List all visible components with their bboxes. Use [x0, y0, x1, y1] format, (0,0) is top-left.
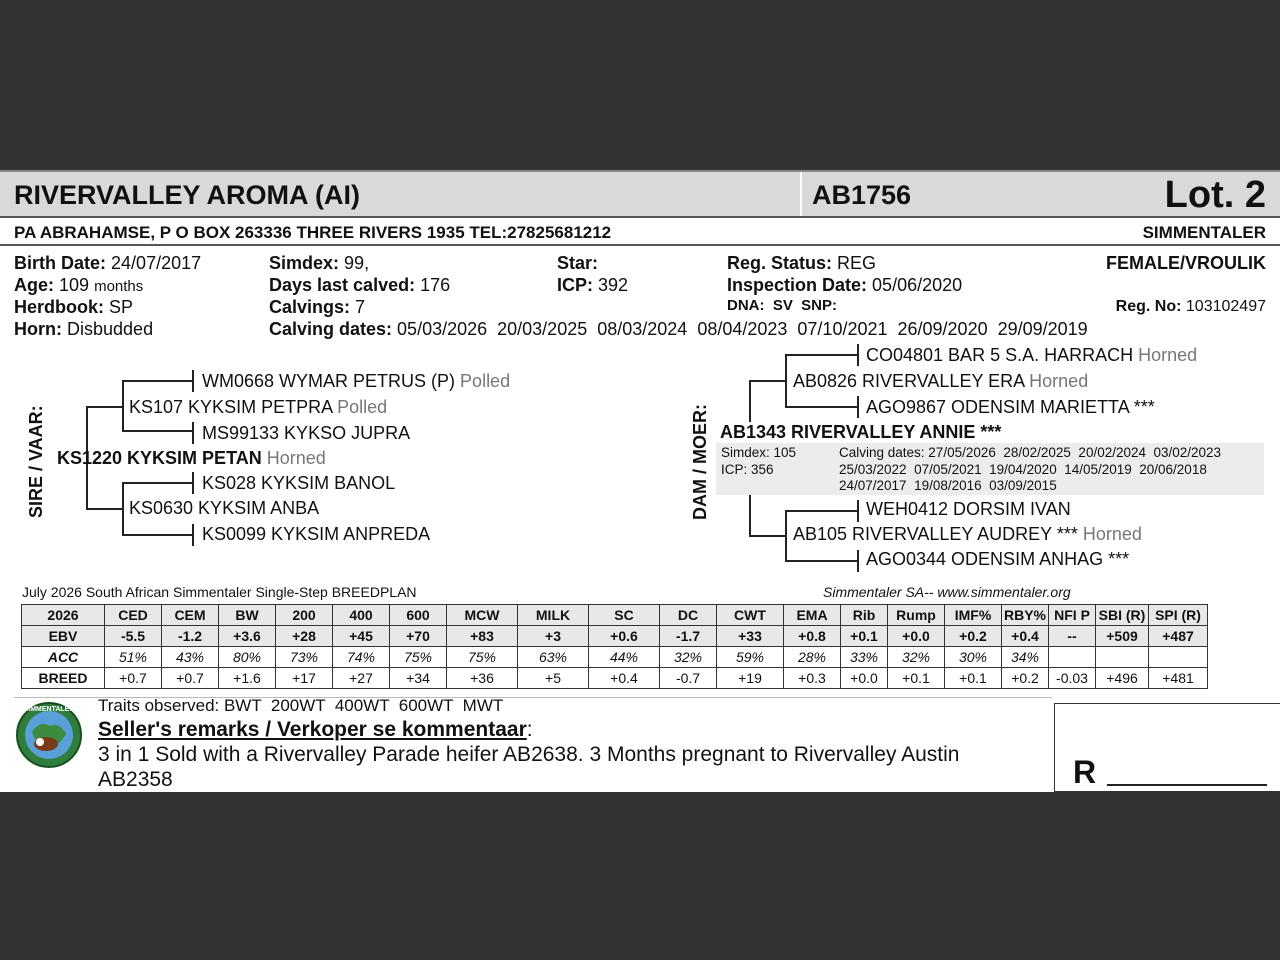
- ebv-accuracy-cell: [1149, 647, 1208, 668]
- sds-tick: [192, 472, 194, 494]
- sire-bracket-bottom: [86, 508, 124, 510]
- simdex: Simdex: 99,: [269, 253, 370, 273]
- ebv-accuracy-cell: 73%: [276, 647, 333, 668]
- dam-calving-box: [716, 443, 1264, 495]
- ds-bracket-bottom: [785, 406, 859, 408]
- ss-bracket: [122, 380, 124, 432]
- ebv-value-cell: +0.1: [841, 626, 888, 647]
- ebv-breed-cell: +481: [1149, 668, 1208, 689]
- dam-simdex: Simdex: 105: [721, 445, 797, 460]
- dam-sire: AB0826 RIVERVALLEY ERA Horned: [793, 371, 1089, 391]
- dsd-tick: [857, 396, 859, 418]
- sex-label: FEMALE/VROULIK: [1106, 253, 1266, 273]
- ebv-accuracy-cell: 80%: [219, 647, 276, 668]
- dam-bracket-bottom-vert: [749, 495, 751, 537]
- ddd-tick: [857, 550, 859, 572]
- ebv-header-cell: SBI (R): [1096, 605, 1149, 626]
- ebv-accuracy-cell: [1049, 647, 1096, 668]
- svg-text:SIMMENTALER: SIMMENTALER: [23, 706, 75, 713]
- icp: ICP: 392: [557, 275, 629, 295]
- ebv-breed-cell: +0.1: [888, 668, 945, 689]
- dds-tick: [857, 500, 859, 522]
- ds-bracket: [785, 354, 787, 408]
- dam-main: AB1343 RIVERVALLEY ANNIE ***: [720, 422, 1002, 442]
- ebv-breed-cell: +496: [1096, 668, 1149, 689]
- ebv-value-cell: +0.2: [945, 626, 1002, 647]
- sire-dam-dam: KS0099 KYKSIM ANPREDA: [202, 524, 431, 544]
- dam-calving-line3: 24/07/2017 19/08/2016 03/09/2015: [839, 478, 1057, 493]
- ebv-breed-cell: +0.1: [945, 668, 1002, 689]
- ebv-header-cell: 400: [333, 605, 390, 626]
- ebv-breed-cell: +1.6: [219, 668, 276, 689]
- ebv-header-cell: SPI (R): [1149, 605, 1208, 626]
- owner-bar: [0, 218, 1280, 246]
- ebv-breed-cell: +0.7: [162, 668, 219, 689]
- ebv-breed-cell: -0.7: [660, 668, 717, 689]
- sire-main: KS1220 KYKSIM PETAN Horned: [57, 448, 326, 468]
- dam-bracket-top: [749, 380, 787, 382]
- days-last-calved: Days last calved: 176: [269, 275, 451, 295]
- ebv-accuracy-cell: 32%: [888, 647, 945, 668]
- ebv-accuracy-cell: ACC: [22, 647, 105, 668]
- ebv-header-cell: 600: [390, 605, 447, 626]
- remarks-line1: 3 in 1 Sold with a Rivervalley Parade heifer AB2638. 3 Months pregnant to Rivervalley Austin: [98, 743, 960, 766]
- price-line[interactable]: [1107, 784, 1267, 786]
- sire-sire: KS107 KYKSIM PETPRA Polled: [129, 397, 388, 417]
- ebv-header-cell: 2026: [22, 605, 105, 626]
- dss-tick: [857, 344, 859, 366]
- ebv-header-cell: NFI P: [1049, 605, 1096, 626]
- ebv-value-cell: +3.6: [219, 626, 276, 647]
- ebv-breed-cell: +0.2: [1002, 668, 1049, 689]
- price-label: R: [1073, 754, 1097, 790]
- sd-bracket: [122, 482, 124, 536]
- dam-calving-line2: 25/03/2022 07/05/2021 19/04/2020 14/05/2019 20/06/2018: [839, 462, 1207, 477]
- dna-info: DNA: SV SNP:: [727, 297, 838, 314]
- ebv-header-cell: CEM: [162, 605, 219, 626]
- ebv-value-cell: +0.0: [888, 626, 945, 647]
- ebv-accuracy-cell: 33%: [841, 647, 888, 668]
- ebv-accuracy-cell: 75%: [447, 647, 518, 668]
- traits-observed: Traits observed: BWT 200WT 400WT 600WT MWT: [98, 696, 504, 715]
- price-box: [1054, 703, 1280, 792]
- ebv-breed-cell: +19: [717, 668, 784, 689]
- ebv-breed-cell: +34: [390, 668, 447, 689]
- ss-bracket-top: [122, 380, 194, 382]
- ebv-value-cell: +3: [518, 626, 589, 647]
- ebv-breed-cell: +5: [518, 668, 589, 689]
- dam-bracket-top-vert: [749, 380, 751, 422]
- ebv-header-cell: RBY%: [1002, 605, 1049, 626]
- ebv-breed-cell: +27: [333, 668, 390, 689]
- ebv-accuracy-cell: [1096, 647, 1149, 668]
- ebv-accuracy-cell: 43%: [162, 647, 219, 668]
- ebv-value-cell: --: [1049, 626, 1096, 647]
- ebv-header-cell: SC: [589, 605, 660, 626]
- ebv-breed-cell: +0.4: [589, 668, 660, 689]
- ebv-value-cell: -5.5: [105, 626, 162, 647]
- ebv-accuracy-cell: 63%: [518, 647, 589, 668]
- dam-dam-dam: AGO0344 ODENSIM ANHAG ***: [866, 549, 1130, 569]
- dam-side-label: DAM / MOER:: [690, 404, 710, 520]
- registration-id: AB1756: [812, 180, 912, 210]
- ebv-accuracy-cell: 51%: [105, 647, 162, 668]
- ebv-value-cell: +0.4: [1002, 626, 1049, 647]
- ebv-value-cell: +45: [333, 626, 390, 647]
- breedplan-title: July 2026 South African Simmentaler Single-Step BREEDPLAN: [22, 584, 417, 600]
- ebv-value-cell: +487: [1149, 626, 1208, 647]
- ss-bracket-bottom: [122, 430, 194, 432]
- sd-bracket-top: [122, 482, 194, 484]
- title-divider: [800, 172, 802, 216]
- ebv-header-cell: 200: [276, 605, 333, 626]
- breedplan-site: Simmentaler SA-- www.simmentaler.org: [823, 584, 1071, 600]
- star: Star:: [557, 253, 599, 273]
- sss-tick: [192, 370, 194, 392]
- sire-side-label: SIRE / VAAR:: [26, 405, 46, 518]
- animal-name: RIVERVALLEY AROMA (AI): [14, 180, 361, 210]
- ebv-header-cell: DC: [660, 605, 717, 626]
- lot-card: [0, 170, 1280, 792]
- ebv-accuracy-cell: 32%: [660, 647, 717, 668]
- sire-sire-dam: MS99133 KYKSO JUPRA: [202, 423, 411, 443]
- horn: Horn: Disbudded: [14, 319, 154, 339]
- dd-bracket-top: [785, 510, 859, 512]
- ssd-tick: [192, 422, 194, 444]
- ebv-header-cell: Rib: [841, 605, 888, 626]
- ebv-header-cell: EMA: [784, 605, 841, 626]
- sire-bracket-top: [86, 406, 124, 408]
- ebv-value-cell: +28: [276, 626, 333, 647]
- ebv-breed-cell: -0.03: [1049, 668, 1096, 689]
- sire-sire-sire: WM0668 WYMAR PETRUS (P) Polled: [202, 371, 511, 391]
- calvings: Calvings: 7: [269, 297, 366, 317]
- ebv-header-cell: IMF%: [945, 605, 1002, 626]
- dam-bracket-bottom: [749, 535, 787, 537]
- dam-sire-dam: AGO9867 ODENSIM MARIETTA ***: [866, 397, 1155, 417]
- lot-number: Lot. 2: [1164, 174, 1266, 216]
- breed-label: SIMMENTALER: [1142, 223, 1266, 242]
- ebv-breed-cell: +0.3: [784, 668, 841, 689]
- sire-dam-sire: KS028 KYKSIM BANOL: [202, 473, 396, 493]
- ebv-breed-cell: +0.7: [105, 668, 162, 689]
- ebv-value-cell: EBV: [22, 626, 105, 647]
- ebv-header-cell: CED: [105, 605, 162, 626]
- ebv-header-cell: Rump: [888, 605, 945, 626]
- sire-dam: KS0630 KYKSIM ANBA: [129, 498, 320, 518]
- ebv-table: [21, 604, 1208, 689]
- dam-icp: ICP: 356: [721, 462, 774, 477]
- reg-status: Reg. Status: REG: [727, 253, 877, 273]
- herdbook: Herdbook: SP: [14, 297, 134, 317]
- remarks-heading: Seller's remarks / Verkoper se kommentaar:: [98, 718, 533, 741]
- ds-bracket-top: [785, 354, 859, 356]
- ebv-breed-cell: +36: [447, 668, 518, 689]
- ebv-breed-cell: +0.0: [841, 668, 888, 689]
- ebv-accuracy-row: [22, 647, 1208, 668]
- ebv-value-cell: +83: [447, 626, 518, 647]
- ebv-header-cell: MCW: [447, 605, 518, 626]
- ebv-header-cell: BW: [219, 605, 276, 626]
- simmentaler-logo: [14, 702, 84, 768]
- birth-date: Birth Date: 24/07/2017: [14, 253, 202, 273]
- ebv-accuracy-cell: 30%: [945, 647, 1002, 668]
- ebv-accuracy-cell: 75%: [390, 647, 447, 668]
- dd-bracket-bottom: [785, 560, 859, 562]
- ebv-accuracy-cell: 74%: [333, 647, 390, 668]
- dam-dam-sire: WEH0412 DORSIM IVAN: [866, 499, 1071, 519]
- ebv-values-row: [22, 626, 1208, 647]
- calving-dates: Calving dates: 05/03/2026 20/03/2025 08/03/2024 08/04/2023 07/10/2021 26/09/2020 29/09/2019: [269, 319, 1088, 339]
- title-bar: [0, 170, 1280, 218]
- ebv-value-cell: +0.6: [589, 626, 660, 647]
- ebv-header-cell: CWT: [717, 605, 784, 626]
- dd-bracket: [785, 510, 787, 562]
- ebv-value-cell: +70: [390, 626, 447, 647]
- ebv-accuracy-cell: 44%: [589, 647, 660, 668]
- ebv-value-cell: -1.2: [162, 626, 219, 647]
- dam-sire-sire: CO04801 BAR 5 S.A. HARRACH Horned: [866, 345, 1198, 365]
- sdd-tick: [192, 524, 194, 546]
- ebv-accuracy-cell: 34%: [1002, 647, 1049, 668]
- ebv-value-cell: -1.7: [660, 626, 717, 647]
- ebv-accuracy-cell: 28%: [784, 647, 841, 668]
- sd-bracket-bottom: [122, 534, 194, 536]
- remarks-line2: AB2358: [98, 768, 173, 791]
- owner-info: PA ABRAHAMSE, P O BOX 263336 THREE RIVERS 1935 TEL:27825681212: [14, 223, 612, 242]
- ebv-value-cell: +509: [1096, 626, 1149, 647]
- ebv-breed-cell: +17: [276, 668, 333, 689]
- inspection-date: Inspection Date: 05/06/2020: [727, 275, 963, 295]
- ebv-breed-cell: BREED: [22, 668, 105, 689]
- dam-calving-line1: Calving dates: 27/05/2026 28/02/2025 20/02/2024 03/02/2023: [839, 445, 1222, 460]
- ebv-header-row: [22, 605, 1208, 626]
- ebv-accuracy-cell: 59%: [717, 647, 784, 668]
- ebv-breed-row: [22, 668, 1208, 689]
- age: Age: 109 months: [14, 275, 144, 295]
- dam-dam: AB105 RIVERVALLEY AUDREY *** Horned: [793, 524, 1142, 544]
- reg-number: Reg. No: 103102497: [1115, 298, 1266, 315]
- ebv-header-cell: MILK: [518, 605, 589, 626]
- ebv-value-cell: +33: [717, 626, 784, 647]
- ebv-value-cell: +0.8: [784, 626, 841, 647]
